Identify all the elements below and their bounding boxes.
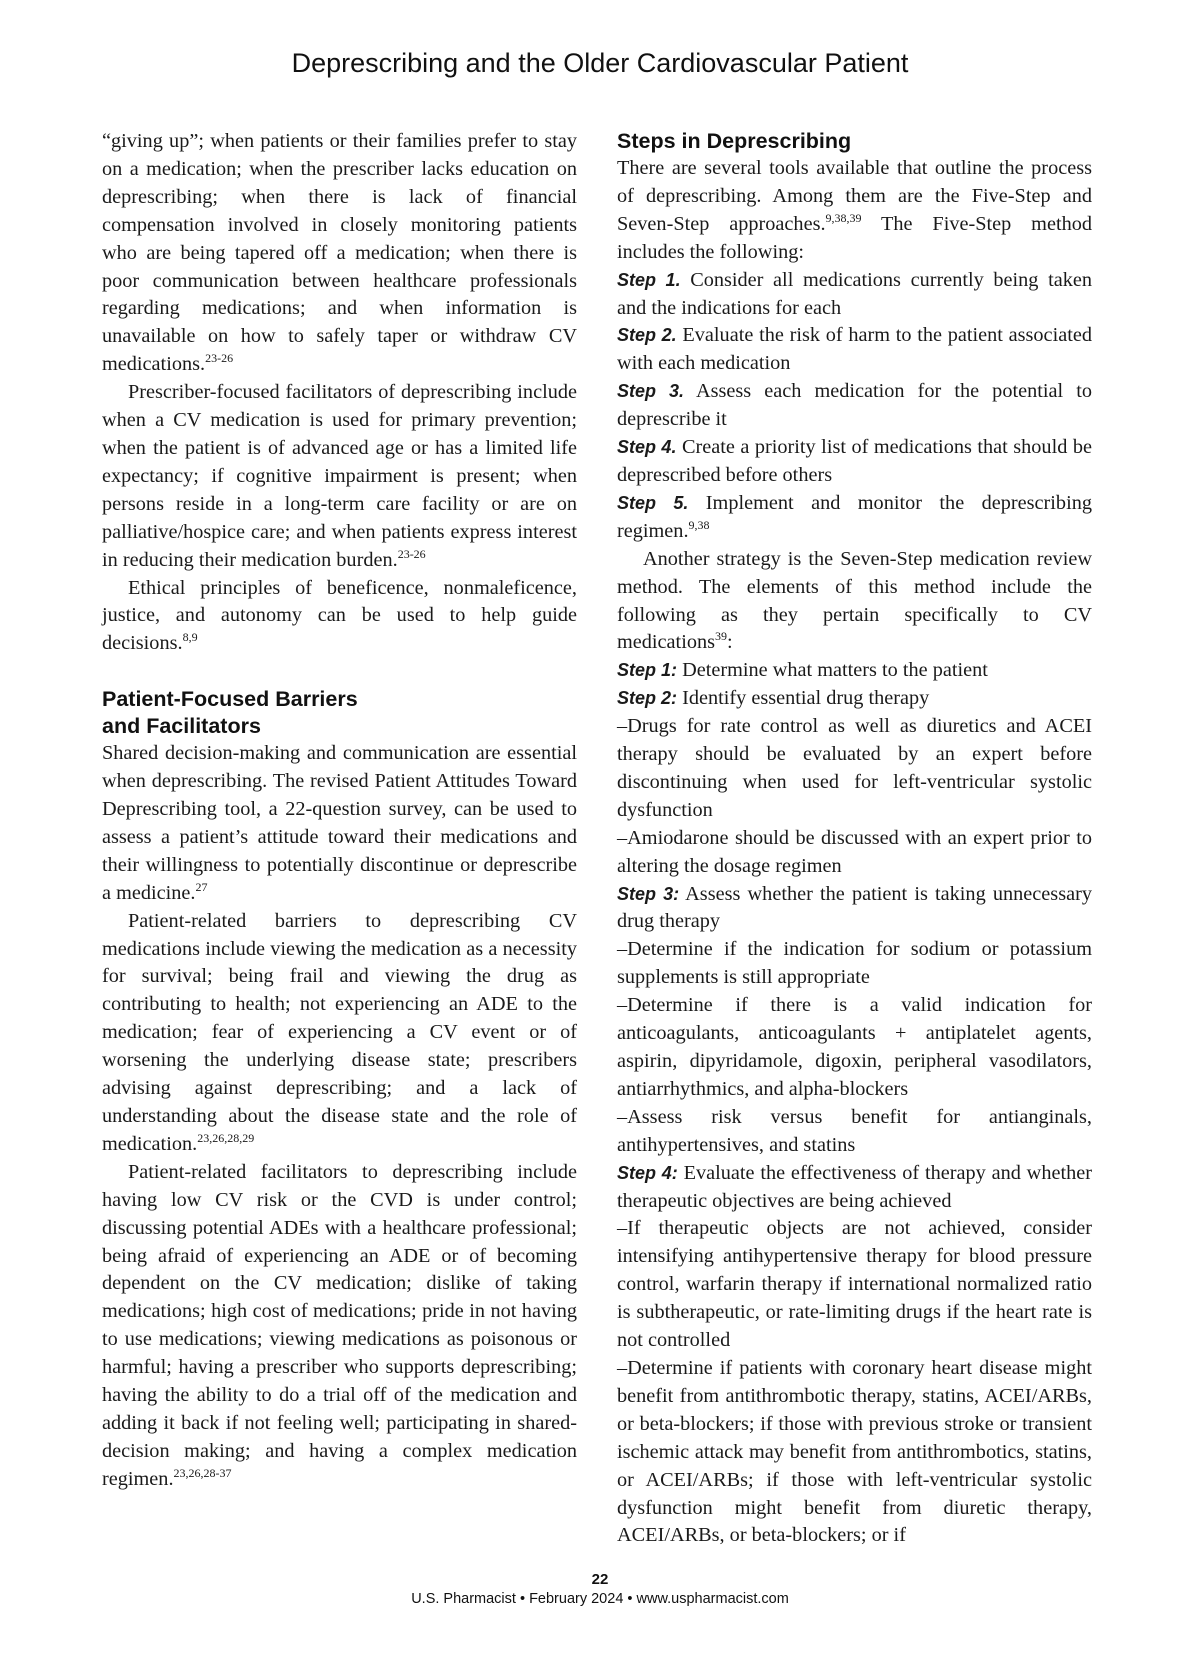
citation: 9,38 [688,517,710,532]
paragraph: Prescriber-focused facilitators of deprescribing include when a CV medication is used for primary prevention; when the patient is of advanced age or has a limited life expectancy; if cognitive impairment is present; when persons reside in a long-term care facility or are on palliative/hospice care; and when patients express interest in reducing their medication burden.$^{23-26}$ [102,381,577,571]
citation: 8,9 [182,630,198,645]
step-item: Step 3: Assess whether the patient is taking unnecessary drug therapy [617,882,1092,933]
citation: 39 [715,629,727,644]
running-header: Deprescribing and the Older Cardiovascular Patient [291,48,909,78]
citation: 23,26,28-37 [173,1465,232,1480]
paragraph: “giving up”; when patients or their families prefer to stay on a medication; when the prescriber lacks education on deprescribing; when there is lack of financial compensation involved in closely monitoring patients who are being tapered off a medication; when there is poor communication between healthcare professionals regarding medications; and when information is unavailable on how to safely taper or withdraw CV medications.$^{23-26}$ [102,130,577,376]
step-item: Step 5. Implement and monitor the deprescribing regimen.$^{9,38}$ [617,491,1092,542]
sub-item: –If therapeutic objects are not achieved, consider intensifying antihypertensive therapy for blood pressure control, warfarin therapy if international normalized ratio is subtherapeutic, or rate-limiting drugs if the heart rate is not controlled [617,1217,1092,1352]
step-item: Step 3. Assess each medication for the potential to deprescribe it [617,380,1092,431]
step-item: Step 4. Create a priority list of medications that should be deprescribed before others [617,436,1092,486]
step-item: Step 2. Evaluate the risk of harm to the patient associated with each medication [617,324,1092,375]
left-column [102,128,577,1494]
paragraph: Patient-related barriers to deprescribing CV medications include viewing the medication as a necessity for survival; being frail and viewing the drug as contributing to health; not experiencing an ADE to the medication; fear of experiencing a CV event or of worsening the underlying disease state; prescribers advising against deprescribing; and a lack of understanding about the disease state and the role of medication.$^{23,26,28,29}$ [102,909,577,1155]
citation: 23-26 [397,546,426,561]
sub-item: –Determine if patients with coronary heart disease might benefit from antithrombotic therapy, statins, ACEI/ARBs, or beta-blockers; if those with previous stroke or transient ischemic attack may benefit from antithrombotics, statins, or ACEI/ARBs; if those with left-ventricular systolic dysfunction might benefit from diuretic therapy, ACEI/ARBs, or beta-blockers; or if [617,1356,1092,1547]
section-heading: Steps in Deprescribing [617,129,852,153]
citation: 27 [195,879,208,894]
sub-item: –Determine if there is a valid indication for anticoagulants, anticoagulants + antiplatelet agents, aspirin, dipyridamole, digoxin, peripheral vasodilators, antiarrhythmics, and alpha-blockers [617,994,1092,1100]
step-item: Step 4: Evaluate the effectiveness of therapy and whether therapeutic objectives are being achieved [617,1161,1092,1212]
right-column [617,128,1092,1550]
sub-item: –Assess risk versus benefit for antianginals, antihypertensives, and statins [617,1105,1092,1156]
page-number: 22 [591,1571,609,1588]
paragraph: Another strategy is the Seven-Step medication review method. The elements of this method include the following as they pertain specifically to CV medications$^{39}$: [617,547,1092,654]
step-item: Step 1. Consider all medications currently being taken and the indications for each [617,268,1092,319]
sub-item: –Amiodarone should be discussed with an expert prior to altering the dosage regimen [617,826,1092,877]
citation: 23,26,28,29 [197,1130,255,1145]
citation: 23-26 [205,351,234,366]
sub-item: –Determine if the indication for sodium or potassium supplements is still appropriate [617,938,1092,989]
citation: 9,38,39 [825,210,862,225]
sub-item: –Drugs for rate control as well as diuretics and ACEI therapy should be evaluated by an expert before discontinuing when used for left-ventricular systolic dysfunction [617,715,1092,821]
step-item: Step 2: Identify essential drug therapy [617,687,930,710]
paragraph: Patient-related facilitators to deprescribing include having low CV risk or the CVD is under control; discussing potential ADEs with a healthcare professional; being afraid of experiencing an ADE or of becoming dependent on the CV medication; dislike of taking medications; high cost of medications; pride in not having to use medications; viewing medications as poisonous or harmful; having a prescriber who supports deprescribing; having the ability to do a trial off of the medication and adding it back if not feeling well; participating in shared-decision making; and having a complex medication regimen.$^{23,26,28-37}$ [102,1160,577,1490]
paragraph: Ethical principles of beneficence, nonmaleficence, justice, and autonomy can be used to help guide decisions.$^{8,9}$ [102,576,577,655]
section-heading: Patient-Focused Barriers and Facilitators [102,687,358,739]
step-item: Step 1: Determine what matters to the patient [617,659,988,682]
paragraph: There are several tools available that outline the process of deprescribing. Among them are the Five-Step and Seven-Step approaches.$^{9,38,39}$ The Five-Step method includes the following: [617,157,1092,263]
journal-footer: U.S. Pharmacist • February 2024 • www.uspharmacist.com [411,1591,789,1607]
paragraph: Shared decision-making and communication are essential when deprescribing. The revised Patient Attitudes Toward Deprescribing tool, a 22-question survey, can be used to assess a patient’s attitude toward their medications and their willingness to potentially discontinue or deprescribe a medicine.$^{27}$ [102,742,577,904]
